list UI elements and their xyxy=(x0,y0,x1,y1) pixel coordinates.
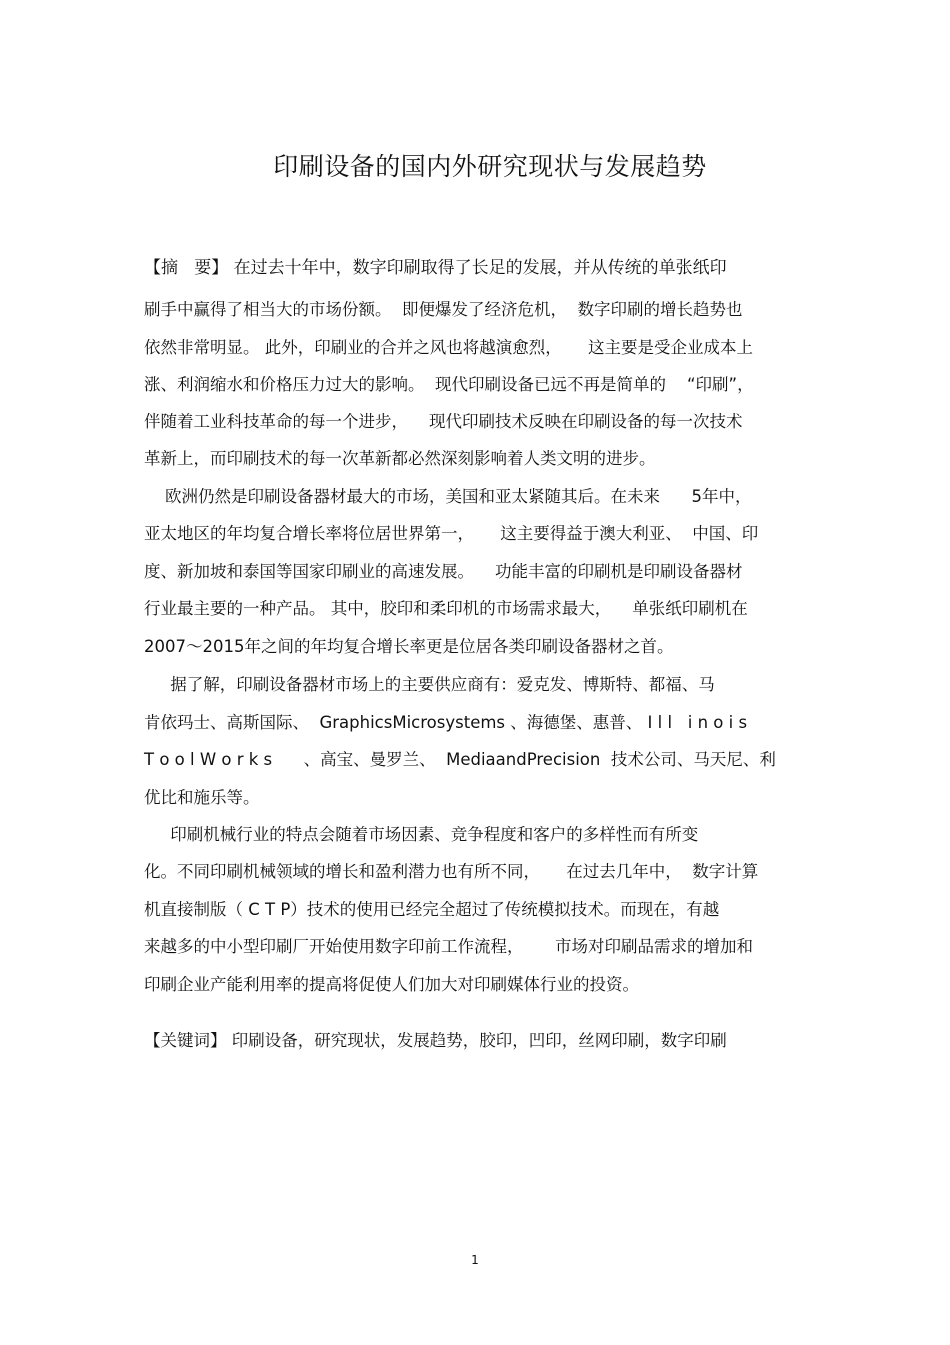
abstract-line: 革新上，而印刷技术的每一次革新都必然深刻影响着人类文明的进步。 xyxy=(144,449,656,468)
document-title: 印刷设备的国内外研究现状与发展趋势 xyxy=(273,152,707,181)
body-line: 2007～2015年之间的年均复合增长率更是位居各类印刷设备器材之首。 xyxy=(144,637,674,656)
keywords-line: 【关键词】 印刷设备，研究现状，发展趋势，胶印，凹印，丝网印刷，数字印刷 xyxy=(144,1031,727,1050)
body-line: 亚太地区的年均复合增长率将位居世界第一， 这主要得益于澳大利亚、 中国、印 xyxy=(144,524,759,543)
abstract-line: 依然非常明显。 此外，印刷业的合并之风也将越演愈烈， 这主要是受企业成本上 xyxy=(144,338,753,357)
body-line: 行业最主要的一种产品。 其中，胶印和柔印机的市场需求最大， 单张纸印刷机在 xyxy=(144,599,748,618)
body-line: 化。不同印刷机械领域的增长和盈利潜力也有所不同， 在过去几年中， 数字计算 xyxy=(144,862,759,881)
body-line: 优比和施乐等。 xyxy=(144,788,260,807)
body-line: 来越多的中小型印刷厂开始使用数字印前工作流程， 市场对印刷品需求的增加和 xyxy=(144,937,753,956)
abstract-line: 涨、利润缩水和价格压力过大的影响。 现代印刷设备已远不再是简单的 “印刷”， xyxy=(144,375,754,394)
abstract-line: 伴随着工业科技革命的每一个进步， 现代印刷技术反映在印刷设备的每一次技术 xyxy=(144,412,743,431)
abstract-line: 【摘 要】 在过去十年中，数字印刷取得了长足的发展，并从传统的单张纸印 xyxy=(144,258,727,278)
abstract-line: 刷手中赢得了相当大的市场份额。 即便爆发了经济危机， 数字印刷的增长趋势也 xyxy=(144,300,743,319)
page-number: 1 xyxy=(471,1253,479,1267)
body-line: 据了解，印刷设备器材市场上的主要供应商有：爱克发、博斯特、都福、马 xyxy=(144,675,715,694)
body-line: 印刷机械行业的特点会随着市场因素、竞争程度和客户的多样性而有所变 xyxy=(144,825,699,844)
body-line: 机直接制版（ C T P）技术的使用已经完全超过了传统模拟技术。而现在，有越 xyxy=(144,900,720,919)
body-line: 度、新加坡和泰国等国家印刷业的高速发展。 功能丰富的印刷机是印刷设备器材 xyxy=(144,562,743,581)
body-line: 印刷企业产能利用率的提高将促使人们加大对印刷媒体行业的投资。 xyxy=(144,975,639,994)
body-line: 欧洲仍然是印刷设备器材最大的市场，美国和亚太紧随其后。在未来 5年中， xyxy=(144,487,752,506)
body-line: T o o l W o r k s 、高宝、曼罗兰、 MediaandPrecision 技术公司、马天尼、利 xyxy=(144,750,776,769)
body-line: 肯依玛士、高斯国际、 GraphicsMicrosystems 、海德堡、惠普、 I l l i n o i s xyxy=(144,713,748,732)
